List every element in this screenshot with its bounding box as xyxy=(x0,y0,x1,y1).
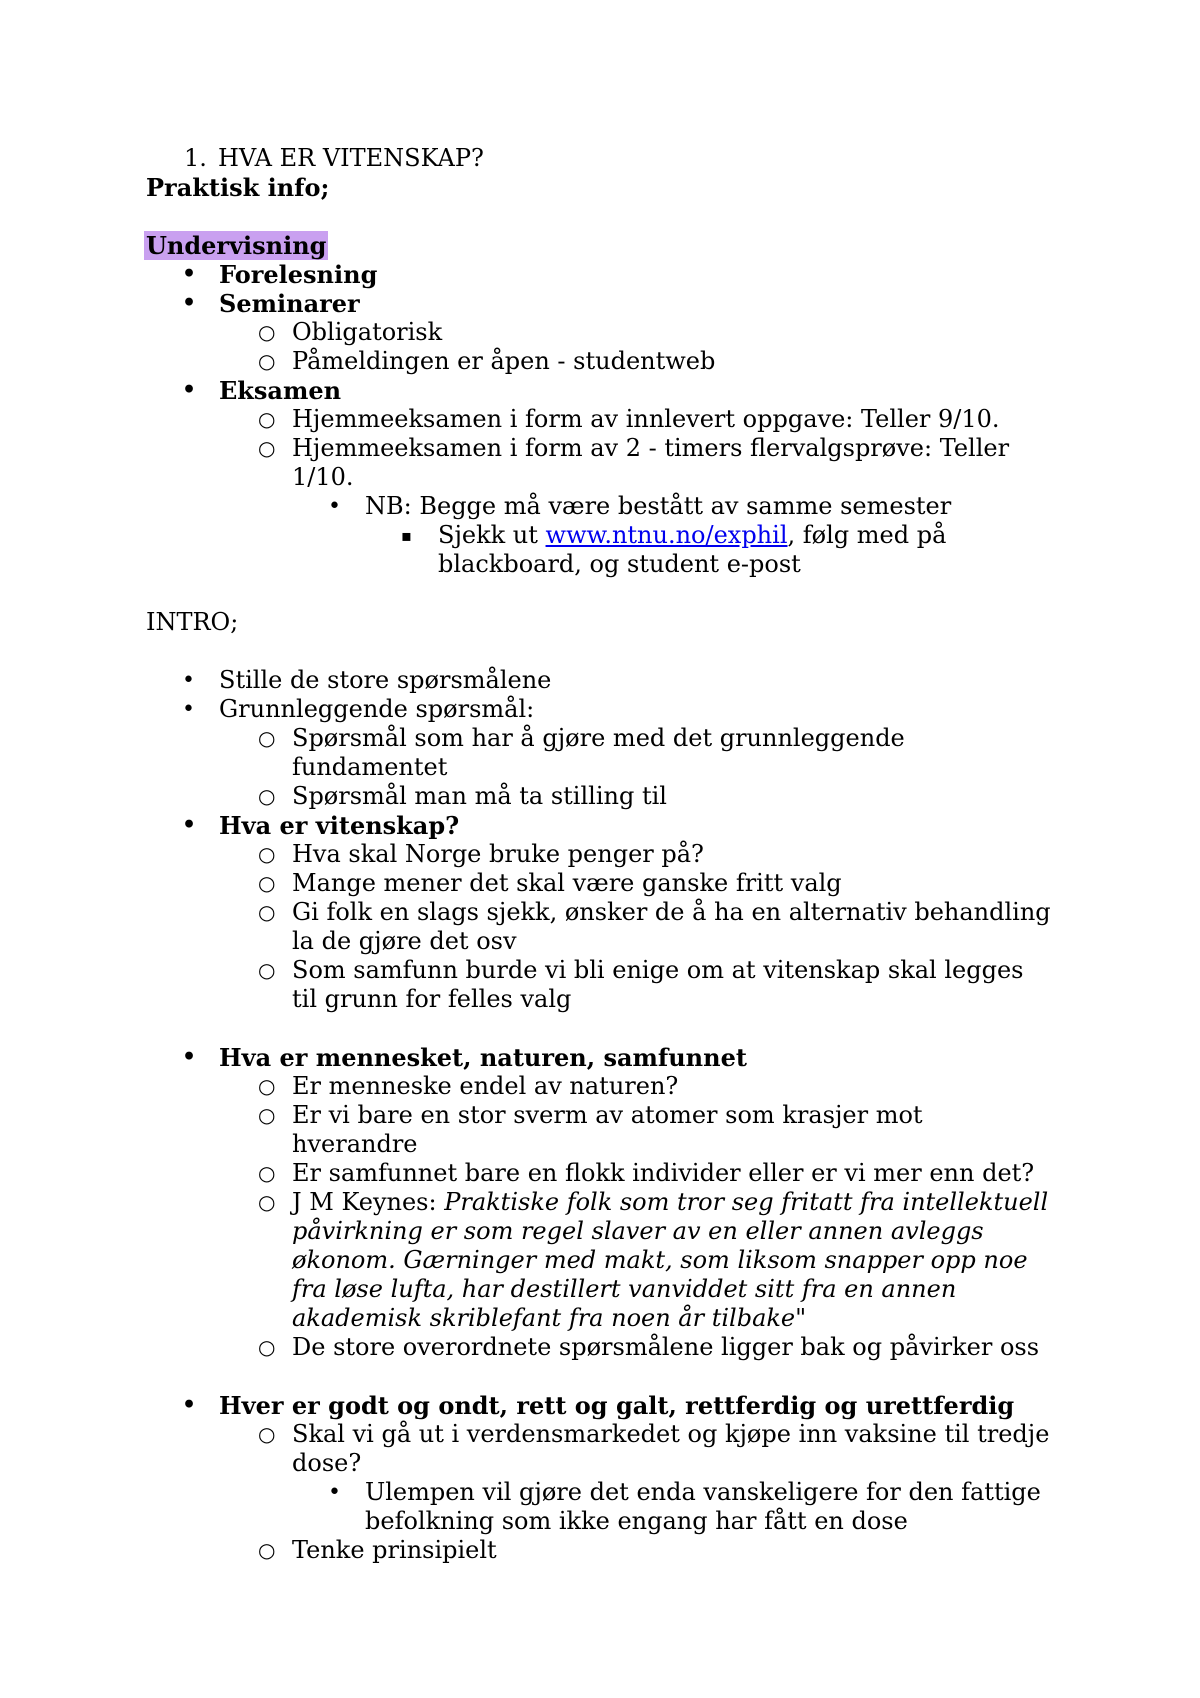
undervisning-list xyxy=(146,260,1086,579)
heading xyxy=(146,144,1086,173)
list-item: • Stille de store spørsmålene xyxy=(182,666,552,694)
intro-list xyxy=(146,666,1086,1014)
praktisk-info: Praktisk info; xyxy=(146,173,330,202)
list-item: • Hver er godt og ondt, rett og galt, rettferdig og urettferdig xyxy=(182,1391,1015,1420)
list-item: ○ Hva skal Norge bruke penger på? xyxy=(258,840,704,868)
list-item: • Grunnleggende spørsmål: xyxy=(182,695,535,723)
list-item: ○ Er samfunnet bare en flokk individer eller er vi mer enn det? xyxy=(258,1159,1035,1187)
list-item: ○ Hjemmeeksamen i form av innlevert oppgave: Teller 9/10. xyxy=(258,405,1000,433)
list-item: ○ Er vi bare en stor sverm av atomer som krasjer mot hverandre xyxy=(258,1101,923,1158)
godt-list xyxy=(146,1391,1086,1565)
heading-title: HVA ER VITENSKAP? xyxy=(218,144,484,172)
list-item: • Hva er vitenskap? xyxy=(182,811,460,840)
exphil-link[interactable]: www.ntnu.no/exphil xyxy=(545,521,788,549)
undervisning-highlight: Undervisning xyxy=(146,231,327,260)
list-item: ○ Hjemmeeksamen i form av 2 - timers flervalgsprøve: Teller 1/10. xyxy=(258,434,1010,491)
list-item: • NB: Begge må være bestått av samme semester xyxy=(328,492,952,520)
list-item: ○ Spørsmål som har å gjøre med det grunnleggende fundamentet xyxy=(258,724,905,781)
keynes-quote: ○ J M Keynes: Praktiske folk som tror seg fritatt fra intellektuell påvirkning er som regel slaver av en eller annen avleggs økonom. Gærninger med makt, som liksom snapper opp noe fra løse lufta, har destillert vanviddet sitt fra en annen akademisk skriblefant fra noen år tilbake" xyxy=(258,1188,1049,1332)
list-item: • Ulempen vil gjøre det enda vanskeligere for den fattige befolkning som ikke engang har fått en dose xyxy=(328,1478,1041,1535)
list-item: ○ Tenke prinsipielt xyxy=(258,1536,497,1564)
list-item: ○ Er menneske endel av naturen? xyxy=(258,1072,679,1100)
list-item: ○ Gi folk en slags sjekk, ønsker de å ha en alternativ behandling la de gjøre det osv xyxy=(258,898,1051,955)
list-item: ○ Spørsmål man må ta stilling til xyxy=(258,782,667,810)
mennesket-list xyxy=(146,1043,1086,1362)
list-item: • Seminarer xyxy=(182,289,360,318)
list-item: ○ Påmeldingen er åpen - studentweb xyxy=(258,347,716,375)
list-item: • Eksamen xyxy=(182,376,342,405)
list-item: ○ Skal vi gå ut i verdensmarkedet og kjøpe inn vaksine til tredje dose? xyxy=(258,1420,1050,1477)
intro-heading: INTRO; xyxy=(146,608,239,636)
list-item: ▪ Sjekk ut www.ntnu.no/exphil, følg med på blackboard, og student e-post xyxy=(401,521,947,578)
list-item: ○ Som samfunn burde vi bli enige om at vitenskap skal legges til grunn for felles valg xyxy=(258,956,1024,1013)
heading-number: 1. xyxy=(184,144,207,172)
list-item: ○ Mange mener det skal være ganske fritt valg xyxy=(258,869,842,897)
list-item: • Hva er mennesket, naturen, samfunnet xyxy=(182,1043,747,1072)
list-item: • Forelesning xyxy=(182,260,378,289)
document-content xyxy=(146,144,1086,1565)
list-item: ○ Obligatorisk xyxy=(258,318,443,346)
list-item: ○ De store overordnete spørsmålene ligger bak og påvirker oss xyxy=(258,1333,1040,1361)
